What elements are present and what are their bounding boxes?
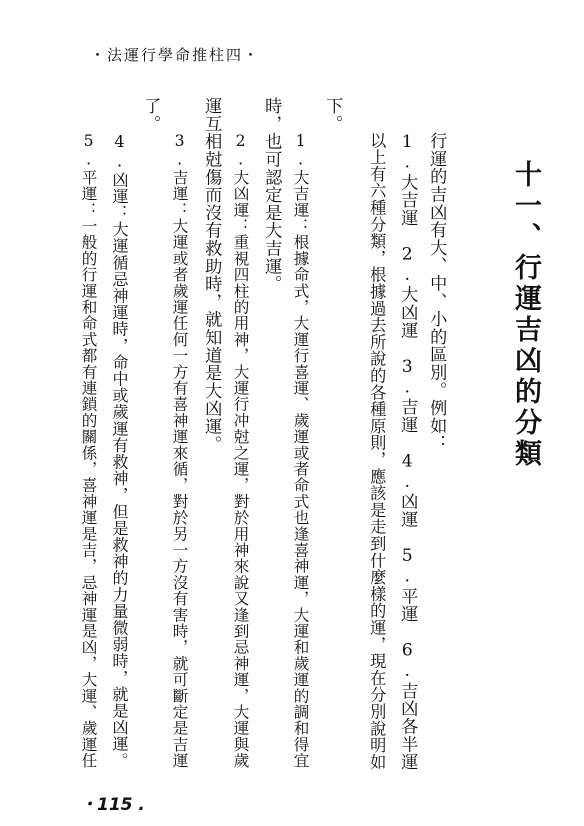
running-header: ・法運行學命推柱四・ <box>90 46 261 64</box>
text-line-5: 1.大吉運：根據命式，大運行喜運、歲運或者命式也逢喜神運，大運和歲運的調和得宜 <box>291 132 310 769</box>
text-line-2: 1.大吉運 2.大凶運 3.吉運 4.凶運 5.平運 6.吉凶各半運 <box>397 132 418 771</box>
text-line-8: 運互相尅傷而沒有救助時，就知道是大凶運。 <box>201 97 222 453</box>
text-line-1: 行運的吉凶有大、中、小的區別。例如： <box>426 132 447 453</box>
section-title: 十一、行運吉凶的分類 <box>510 160 541 470</box>
text-line-6: 時，也可認定是大吉運。 <box>261 97 282 293</box>
page-number: ・115 . <box>80 795 145 815</box>
text-line-9: 3.吉運：大運或者歲運任何一方有喜神運來循，對於另一方沒有害時，就可斷定是吉運 <box>170 132 189 769</box>
text-line-7: 2.大凶運：重視四柱的用神，大運行冲尅之運，對於用神來說又逢到忌神運，大運與歲 <box>231 132 250 769</box>
text-line-3: 以上有六種分類，根據過去所說的各種原則，應該是走到什麼樣的運，現在分別說明如 <box>367 132 387 771</box>
text-line-12: 5.平運：一般的行運和命式都有連鎖的關係，喜神運是吉，忌神運是凶，大運、歲運任 <box>79 132 98 769</box>
text-line-4: 下。 <box>322 97 343 133</box>
text-line-11: 4.凶運：大運循忌神運時，命中或歲運有救神，但是救神的力量微弱時，就是凶運。 <box>110 132 129 769</box>
text-line-10: 了。 <box>140 97 161 133</box>
